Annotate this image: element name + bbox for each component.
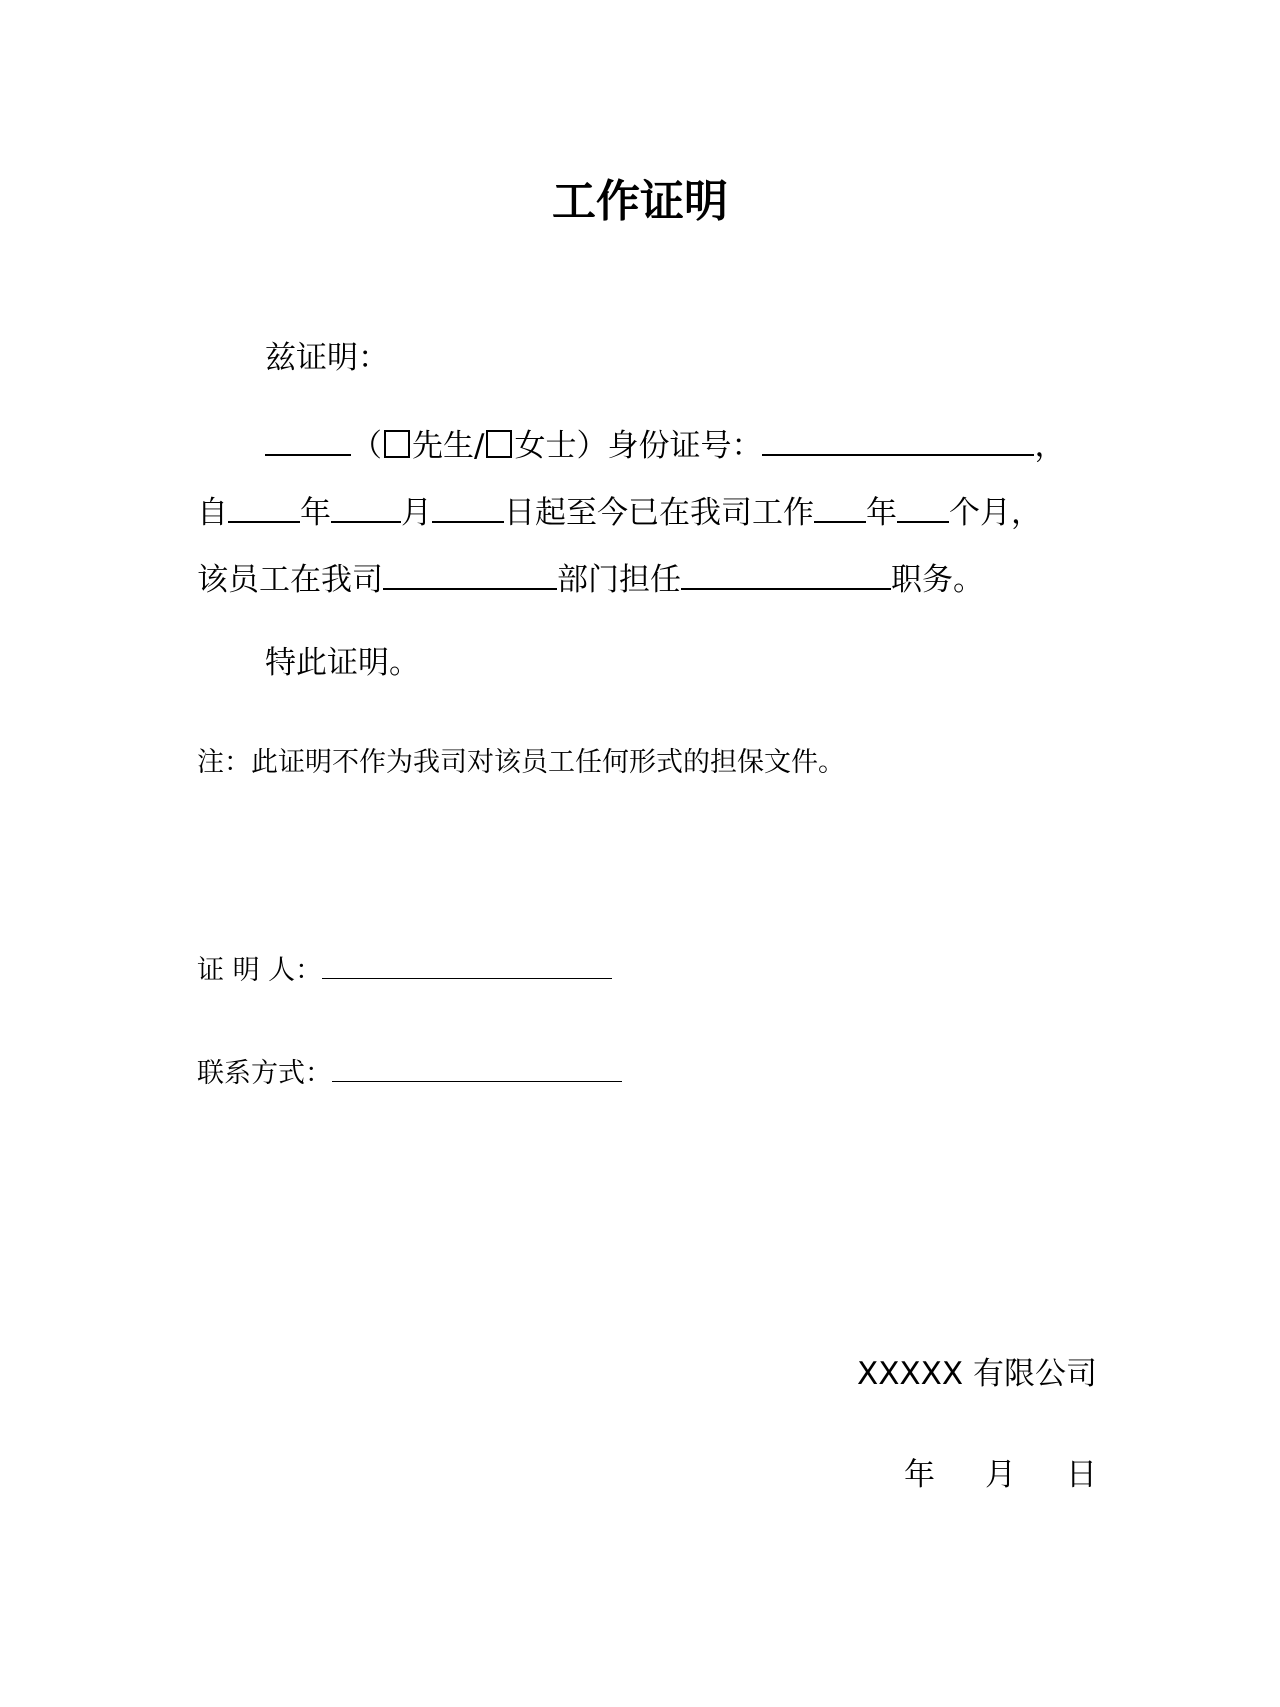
from-label: 自 (197, 495, 228, 531)
position-line (197, 554, 984, 598)
certifier-label: 证 明 人： (197, 955, 323, 986)
contact-label: 联系方式： (197, 1058, 332, 1089)
mr-label: 先生/ (412, 428, 485, 464)
months-label: 个月， (949, 495, 1042, 531)
dept-prefix: 该员工在我司 (197, 562, 383, 598)
ms-checkbox[interactable] (486, 430, 512, 458)
years-label: 年 (866, 495, 897, 531)
id-number-blank[interactable] (762, 420, 1034, 456)
signature-date (904, 1453, 1097, 1497)
closing-statement: 特此证明。 (265, 645, 420, 681)
date-day: 日 (1066, 1457, 1097, 1493)
contact-field (197, 1051, 622, 1094)
date-year: 年 (904, 1457, 935, 1493)
dept-label: 部门担任 (557, 562, 681, 598)
position-blank[interactable] (681, 554, 891, 590)
certifier-field (197, 948, 612, 991)
employment-period-line (197, 487, 1042, 531)
name-blank[interactable] (265, 420, 351, 456)
document-title: 工作证明 (552, 176, 728, 227)
department-blank[interactable] (383, 554, 557, 590)
paren-open: （ (351, 428, 382, 464)
ms-label: 女士）身份证号： (514, 428, 763, 464)
disclaimer-note: 注：此证明不作为我司对该员工任何形式的担保文件。 (197, 747, 845, 778)
certifier-blank[interactable] (322, 948, 612, 979)
month-label: 月 (401, 495, 432, 531)
identity-line (265, 420, 1065, 464)
mr-checkbox[interactable] (384, 430, 410, 458)
position-label: 职务。 (891, 562, 984, 598)
years-worked-blank[interactable] (814, 487, 866, 523)
start-year-blank[interactable] (228, 487, 300, 523)
start-day-blank[interactable] (432, 487, 504, 523)
months-worked-blank[interactable] (897, 487, 949, 523)
date-month: 月 (985, 1457, 1016, 1493)
start-month-blank[interactable] (331, 487, 401, 523)
company-name: XXXXX 有限公司 (856, 1356, 1097, 1392)
year-label: 年 (300, 495, 331, 531)
comma: ， (1034, 428, 1066, 464)
day-label: 日起至今已在我司工作 (504, 495, 814, 531)
contact-blank[interactable] (332, 1051, 622, 1082)
greeting: 兹证明： (265, 340, 389, 376)
